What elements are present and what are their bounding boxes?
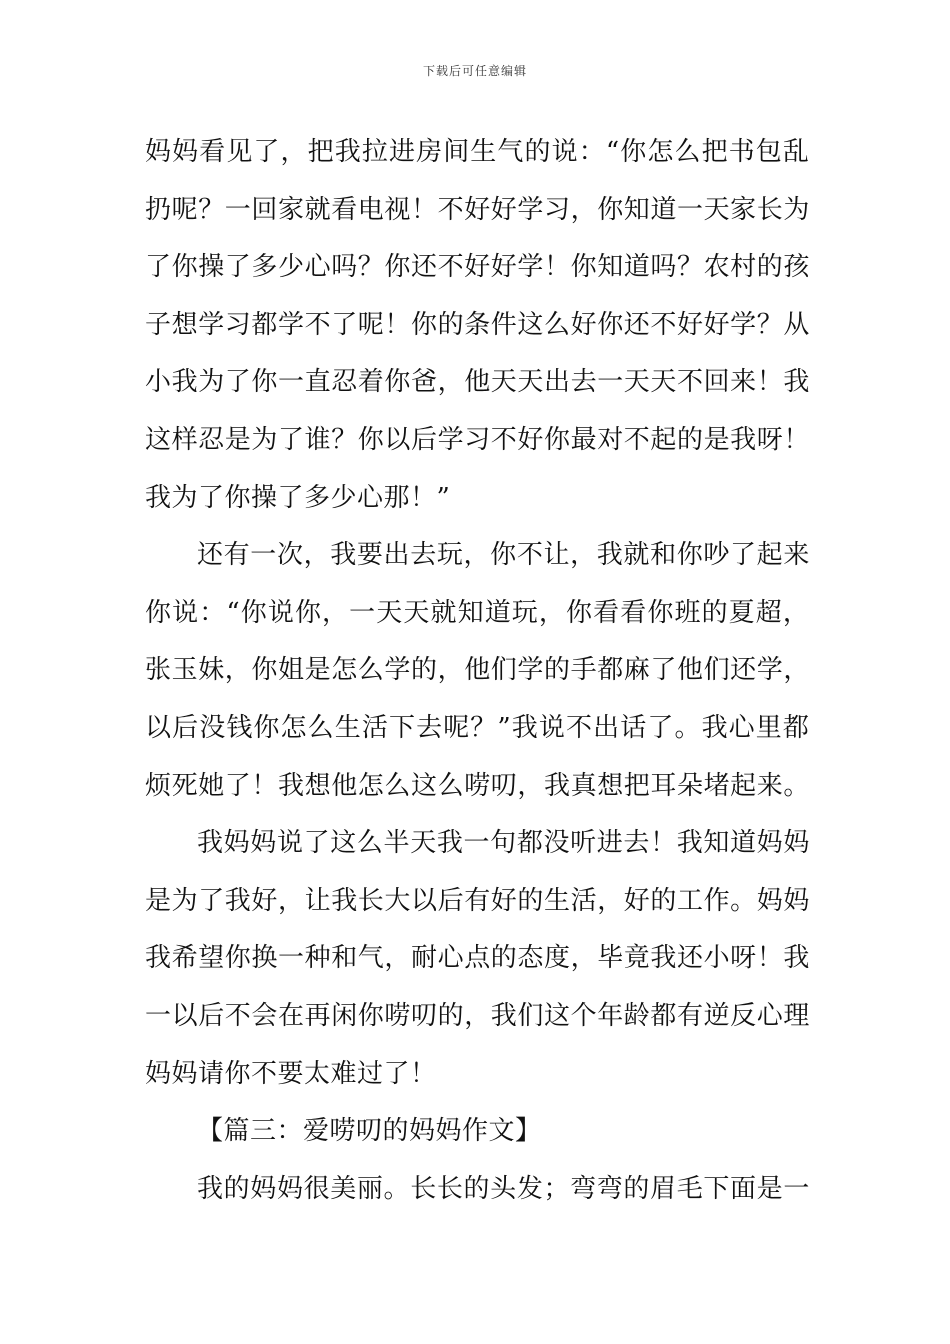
text-line: 是为了我好，让我长大以后有好的生活，好的工作。妈妈 bbox=[145, 885, 810, 916]
text-line: 以后没钱你怎么生活下去呢？”我说不出话了。我心里都 bbox=[145, 712, 810, 743]
text-line: 扔呢？一回家就看电视！不好好学习，你知道一天家长为 bbox=[145, 194, 810, 225]
text-line: 【篇三：爱唠叨的妈妈作文】 bbox=[197, 1116, 542, 1147]
text-line: 还有一次，我要出去玩，你不让，我就和你吵了起来 bbox=[197, 540, 810, 571]
text-line: 我希望你换一种和气，耐心点的态度，毕竟我还小呀！我 bbox=[145, 943, 810, 974]
text-line: 妈妈请你不要太难过了！ bbox=[145, 1058, 437, 1089]
text-line: 我的妈妈很美丽。长长的头发；弯弯的眉毛下面是一 bbox=[197, 1173, 810, 1204]
text-line: 子想学习都学不了呢！你的条件这么好你还不好好学？从 bbox=[145, 309, 810, 340]
page-header: 下载后可任意编辑 bbox=[422, 64, 527, 78]
text-line: 张玉妹，你姐是怎么学的，他们学的手都麻了他们还学， bbox=[145, 655, 810, 686]
text-line: 一以后不会在再闲你唠叨的，我们这个年龄都有逆反心理 bbox=[145, 1000, 810, 1031]
text-line: 烦死她了！我想他怎么这么唠叨，我真想把耳朵堵起来。 bbox=[145, 770, 810, 801]
text-line: 妈妈看见了，把我拉进房间生气的说：“你怎么把书包乱 bbox=[145, 137, 810, 167]
text-line: 小我为了你一直忍着你爸，他天天出去一天天不回来！我 bbox=[145, 367, 810, 398]
text-line: 我为了你操了多少心那！” bbox=[145, 482, 451, 513]
text-line: 我妈妈说了这么半天我一句都没听进去！我知道妈妈 bbox=[197, 828, 810, 859]
text-line: 这样忍是为了谁？你以后学习不好你最对不起的是我呀！ bbox=[145, 424, 810, 455]
document-body bbox=[145, 124, 810, 1218]
text-line: 了你操了多少心吗？你还不好好学！你知道吗？农村的孩 bbox=[145, 252, 810, 283]
text-line: 你说：“你说你，一天天就知道玩，你看看你班的夏超， bbox=[145, 597, 810, 628]
